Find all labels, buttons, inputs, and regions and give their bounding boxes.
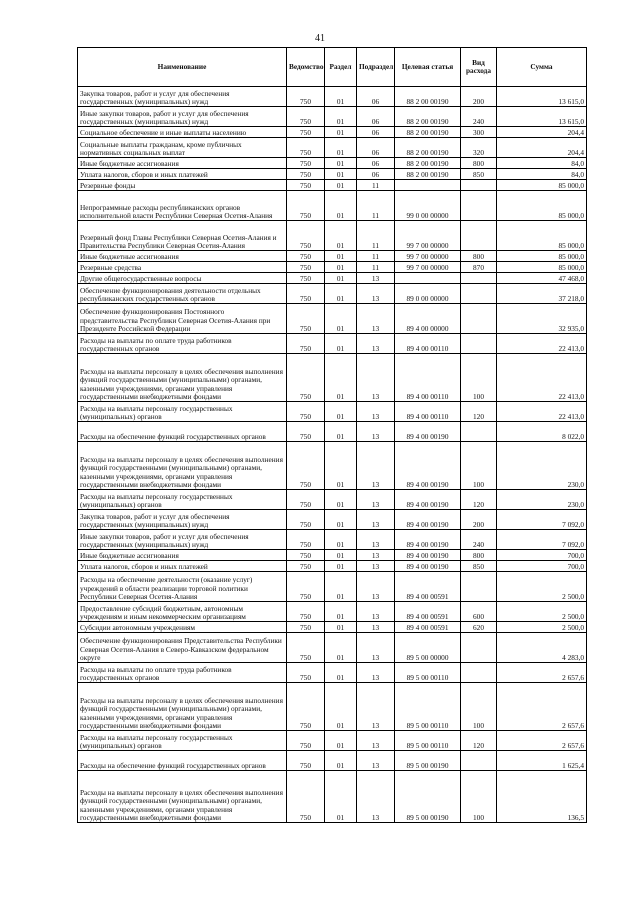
cell-target-item [395, 273, 461, 284]
cell-amount: 32 935,0 [497, 304, 587, 334]
cell-section: 01 [325, 191, 357, 221]
cell-department: 750 [287, 304, 325, 334]
cell-name: Обеспечение функционирования деятельности отдельных республиканских государственных органов [78, 284, 287, 304]
cell-amount: 204,4 [497, 138, 587, 158]
cell-section: 01 [325, 602, 357, 622]
cell-department: 750 [287, 510, 325, 530]
cell-section: 01 [325, 663, 357, 683]
cell-target-item: 89 4 00 00190 [395, 442, 461, 490]
cell-amount: 84,0 [497, 169, 587, 180]
cell-target-item: 88 2 00 00190 [395, 138, 461, 158]
cell-amount: 85 000,0 [497, 180, 587, 191]
cell-amount: 1 625,4 [497, 751, 587, 771]
cell-amount: 85 000,0 [497, 191, 587, 221]
cell-amount: 22 413,0 [497, 402, 587, 422]
table-row [78, 304, 587, 334]
table-row [78, 284, 587, 304]
cell-amount: 8 022,0 [497, 422, 587, 442]
cell-name: Предоставление субсидий бюджетным, автономным учреждениям и иным некоммерческим организациям [78, 602, 287, 622]
table-row [78, 273, 587, 284]
cell-subsection: 13 [357, 442, 395, 490]
cell-name: Расходы на выплаты персоналу в целях обеспечения выполнения функций государственными (муниципальными) органами, казенными учреждениями, органами управления государственными внебюджетными фондами [78, 442, 287, 490]
column-header-department: Ведомство [287, 48, 325, 87]
cell-target-item: 89 4 00 00110 [395, 354, 461, 402]
cell-subsection: 13 [357, 304, 395, 334]
cell-amount: 2 657,6 [497, 731, 587, 751]
cell-expense-type: 850 [461, 561, 497, 572]
cell-name: Расходы на выплаты персоналу государственных (муниципальных) органов [78, 490, 287, 510]
cell-target-item: 89 4 00 00190 [395, 530, 461, 550]
table-row [78, 138, 587, 158]
budget-table [77, 47, 587, 823]
cell-target-item: 99 7 00 00000 [395, 262, 461, 273]
cell-section: 01 [325, 572, 357, 602]
cell-expense-type [461, 221, 497, 251]
cell-subsection: 13 [357, 284, 395, 304]
cell-subsection: 13 [357, 751, 395, 771]
cell-target-item: 89 4 00 00190 [395, 561, 461, 572]
cell-department: 750 [287, 402, 325, 422]
cell-subsection: 13 [357, 771, 395, 823]
cell-name: Иные закупки товаров, работ и услуг для обеспечения государственных (муниципальных) нужд [78, 530, 287, 550]
cell-target-item: 99 0 00 00000 [395, 191, 461, 221]
cell-name: Резервные средства [78, 262, 287, 273]
cell-name: Обеспечение функционирования Постоянного представительства Республики Северная Осетия-Алания при Президенте Российской Федерации [78, 304, 287, 334]
column-header-target-item: Целевая статья [395, 48, 461, 87]
cell-subsection: 13 [357, 550, 395, 561]
cell-department: 750 [287, 490, 325, 510]
cell-subsection: 13 [357, 273, 395, 284]
cell-target-item: 88 2 00 00190 [395, 158, 461, 169]
cell-expense-type: 120 [461, 731, 497, 751]
cell-department: 750 [287, 221, 325, 251]
cell-name: Социальные выплаты гражданам, кроме публичных нормативных социальных выплат [78, 138, 287, 158]
cell-target-item: 89 4 00 00190 [395, 510, 461, 530]
cell-department: 750 [287, 127, 325, 138]
cell-subsection: 13 [357, 622, 395, 633]
cell-subsection: 11 [357, 221, 395, 251]
cell-amount: 230,0 [497, 442, 587, 490]
table-row [78, 402, 587, 422]
cell-department: 750 [287, 273, 325, 284]
cell-department: 750 [287, 180, 325, 191]
cell-amount: 7 092,0 [497, 530, 587, 550]
table-row [78, 221, 587, 251]
cell-expense-type: 300 [461, 127, 497, 138]
cell-subsection: 06 [357, 127, 395, 138]
table-row [78, 683, 587, 731]
cell-name: Иные бюджетные ассигнования [78, 251, 287, 262]
cell-amount: 2 657,6 [497, 683, 587, 731]
cell-expense-type: 100 [461, 771, 497, 823]
cell-amount: 204,4 [497, 127, 587, 138]
cell-target-item: 89 4 00 00000 [395, 304, 461, 334]
cell-amount: 37 218,0 [497, 284, 587, 304]
cell-name: Закупка товаров, работ и услуг для обеспечения государственных (муниципальных) нужд [78, 510, 287, 530]
cell-expense-type [461, 751, 497, 771]
cell-section: 01 [325, 87, 357, 107]
cell-department: 750 [287, 572, 325, 602]
cell-subsection: 11 [357, 180, 395, 191]
cell-expense-type: 200 [461, 510, 497, 530]
table-row [78, 334, 587, 354]
cell-department: 750 [287, 107, 325, 127]
cell-section: 01 [325, 622, 357, 633]
cell-target-item: 89 4 00 00591 [395, 622, 461, 633]
table-row [78, 602, 587, 622]
cell-amount: 13 615,0 [497, 107, 587, 127]
cell-name: Резервный фонд Главы Республики Северная Осетия-Алания и Правительства Республики Северная Осетия-Алания [78, 221, 287, 251]
cell-name: Субсидии автономным учреждениям [78, 622, 287, 633]
cell-subsection: 11 [357, 191, 395, 221]
cell-name: Расходы на выплаты персоналу государственных (муниципальных) органов [78, 731, 287, 751]
cell-expense-type [461, 304, 497, 334]
cell-target-item: 88 2 00 00190 [395, 169, 461, 180]
cell-department: 750 [287, 191, 325, 221]
cell-name: Закупка товаров, работ и услуг для обеспечения государственных (муниципальных) нужд [78, 87, 287, 107]
cell-subsection: 13 [357, 731, 395, 751]
column-header-expense-type: Вид расхода [461, 48, 497, 87]
cell-department: 750 [287, 262, 325, 273]
cell-target-item: 89 5 00 00190 [395, 771, 461, 823]
cell-amount: 4 283,0 [497, 633, 587, 663]
cell-section: 01 [325, 402, 357, 422]
cell-expense-type [461, 334, 497, 354]
cell-department: 750 [287, 663, 325, 683]
cell-section: 01 [325, 304, 357, 334]
cell-name: Иные бюджетные ассигнования [78, 550, 287, 561]
cell-target-item: 89 4 00 00190 [395, 422, 461, 442]
cell-expense-type [461, 284, 497, 304]
cell-name: Расходы на выплаты персоналу в целях обеспечения выполнения функций государственными (муниципальными) органами, казенными учреждениями, органами управления государственными внебюджетными фондами [78, 771, 287, 823]
cell-department: 750 [287, 751, 325, 771]
cell-amount: 2 500,0 [497, 572, 587, 602]
cell-name: Уплата налогов, сборов и иных платежей [78, 169, 287, 180]
cell-amount: 2 657,6 [497, 663, 587, 683]
cell-amount: 700,0 [497, 550, 587, 561]
cell-section: 01 [325, 169, 357, 180]
cell-name: Расходы на выплаты персоналу в целях обеспечения выполнения функций государственными (муниципальными) органами, казенными учреждениями, органами управления государственными внебюджетными фондами [78, 683, 287, 731]
cell-expense-type: 870 [461, 262, 497, 273]
table-row [78, 622, 587, 633]
cell-subsection: 13 [357, 561, 395, 572]
cell-subsection: 06 [357, 87, 395, 107]
cell-amount: 230,0 [497, 490, 587, 510]
table-header-row [78, 48, 587, 87]
cell-section: 01 [325, 731, 357, 751]
cell-expense-type: 800 [461, 251, 497, 262]
table-row [78, 530, 587, 550]
cell-section: 01 [325, 510, 357, 530]
cell-section: 01 [325, 127, 357, 138]
cell-section: 01 [325, 633, 357, 663]
cell-expense-type [461, 180, 497, 191]
table-row [78, 191, 587, 221]
cell-target-item: 89 4 00 00110 [395, 402, 461, 422]
cell-name: Расходы на обеспечение деятельности (оказание услуг) учреждений в области реализации торговой политики Республики Северная Осетия-Алания [78, 572, 287, 602]
cell-subsection: 13 [357, 530, 395, 550]
cell-subsection: 11 [357, 262, 395, 273]
table-row [78, 107, 587, 127]
cell-target-item: 99 7 00 00000 [395, 221, 461, 251]
cell-section: 01 [325, 422, 357, 442]
cell-expense-type: 800 [461, 158, 497, 169]
cell-department: 750 [287, 530, 325, 550]
cell-subsection: 13 [357, 490, 395, 510]
cell-amount: 13 615,0 [497, 87, 587, 107]
cell-department: 750 [287, 771, 325, 823]
cell-target-item: 89 5 00 00000 [395, 633, 461, 663]
cell-target-item: 88 2 00 00190 [395, 127, 461, 138]
table-row [78, 354, 587, 402]
cell-department: 750 [287, 633, 325, 663]
cell-department: 750 [287, 354, 325, 402]
cell-expense-type: 120 [461, 490, 497, 510]
cell-department: 750 [287, 422, 325, 442]
cell-target-item [395, 180, 461, 191]
table-row [78, 169, 587, 180]
cell-name: Обеспечение функционирования Представительства Республики Северная Осетия-Алания в Северо-Кавказском федеральном округе [78, 633, 287, 663]
cell-expense-type [461, 572, 497, 602]
cell-expense-type: 600 [461, 602, 497, 622]
table-row [78, 442, 587, 490]
cell-target-item: 89 4 00 00591 [395, 572, 461, 602]
cell-department: 750 [287, 87, 325, 107]
cell-target-item: 89 5 00 00110 [395, 663, 461, 683]
cell-name: Расходы на обеспечение функций государственных органов [78, 751, 287, 771]
cell-target-item: 89 4 00 00190 [395, 550, 461, 561]
table-row [78, 771, 587, 823]
column-header-name: Наименование [78, 48, 287, 87]
cell-subsection: 06 [357, 158, 395, 169]
cell-section: 01 [325, 561, 357, 572]
table-row [78, 731, 587, 751]
cell-department: 750 [287, 561, 325, 572]
cell-name: Непрограммные расходы республиканских органов исполнительной власти Республики Северная Осетия-Алания [78, 191, 287, 221]
cell-target-item: 88 2 00 00190 [395, 87, 461, 107]
table-body [78, 87, 587, 823]
cell-section: 01 [325, 251, 357, 262]
cell-subsection: 06 [357, 138, 395, 158]
cell-expense-type: 620 [461, 622, 497, 633]
cell-subsection: 06 [357, 169, 395, 180]
table-row [78, 550, 587, 561]
cell-subsection: 06 [357, 107, 395, 127]
cell-amount: 7 092,0 [497, 510, 587, 530]
cell-department: 750 [287, 622, 325, 633]
cell-name: Расходы на выплаты персоналу в целях обеспечения выполнения функций государственными (муниципальными) органами, казенными учреждениями, органами управления государственными внебюджетными фондами [78, 354, 287, 402]
column-header-subsection: Подраздел [357, 48, 395, 87]
cell-amount: 22 413,0 [497, 334, 587, 354]
table-row [78, 87, 587, 107]
cell-department: 750 [287, 169, 325, 180]
cell-subsection: 13 [357, 354, 395, 402]
cell-target-item: 89 0 00 00000 [395, 284, 461, 304]
cell-department: 750 [287, 731, 325, 751]
table-row [78, 158, 587, 169]
cell-amount: 85 000,0 [497, 221, 587, 251]
cell-target-item: 99 7 00 00000 [395, 251, 461, 262]
cell-section: 01 [325, 771, 357, 823]
cell-subsection: 13 [357, 572, 395, 602]
table-row [78, 561, 587, 572]
table-row [78, 262, 587, 273]
cell-section: 01 [325, 180, 357, 191]
cell-target-item: 89 4 00 00190 [395, 490, 461, 510]
cell-target-item: 89 5 00 00110 [395, 731, 461, 751]
cell-name: Уплата налогов, сборов и иных платежей [78, 561, 287, 572]
cell-department: 750 [287, 334, 325, 354]
cell-name: Расходы на обеспечение функций государственных органов [78, 422, 287, 442]
cell-amount: 22 413,0 [497, 354, 587, 402]
table-row [78, 127, 587, 138]
cell-subsection: 13 [357, 510, 395, 530]
cell-expense-type: 800 [461, 550, 497, 561]
page-number: 41 [315, 33, 325, 44]
cell-subsection: 13 [357, 422, 395, 442]
cell-name: Социальное обеспечение и иные выплаты населению [78, 127, 287, 138]
cell-subsection: 13 [357, 602, 395, 622]
cell-section: 01 [325, 490, 357, 510]
cell-target-item: 88 2 00 00190 [395, 107, 461, 127]
cell-expense-type: 120 [461, 402, 497, 422]
table-row [78, 180, 587, 191]
cell-section: 01 [325, 751, 357, 771]
cell-expense-type: 200 [461, 87, 497, 107]
cell-amount: 84,0 [497, 158, 587, 169]
table-row [78, 751, 587, 771]
cell-expense-type [461, 633, 497, 663]
cell-expense-type: 100 [461, 442, 497, 490]
table-row [78, 422, 587, 442]
cell-name: Расходы на выплаты по оплате труда работников государственных органов [78, 334, 287, 354]
cell-section: 01 [325, 273, 357, 284]
cell-section: 01 [325, 550, 357, 561]
cell-subsection: 11 [357, 251, 395, 262]
table-row [78, 572, 587, 602]
table-row [78, 490, 587, 510]
cell-expense-type [461, 422, 497, 442]
cell-expense-type: 240 [461, 530, 497, 550]
cell-name: Другие общегосударственные вопросы [78, 273, 287, 284]
cell-name: Резервные фонды [78, 180, 287, 191]
cell-target-item: 89 5 00 00190 [395, 751, 461, 771]
cell-subsection: 13 [357, 663, 395, 683]
cell-expense-type [461, 273, 497, 284]
cell-section: 01 [325, 334, 357, 354]
cell-section: 01 [325, 442, 357, 490]
cell-amount: 47 468,0 [497, 273, 587, 284]
cell-expense-type: 850 [461, 169, 497, 180]
cell-expense-type: 320 [461, 138, 497, 158]
cell-name: Иные закупки товаров, работ и услуг для обеспечения государственных (муниципальных) нужд [78, 107, 287, 127]
cell-subsection: 13 [357, 402, 395, 422]
cell-section: 01 [325, 530, 357, 550]
cell-department: 750 [287, 251, 325, 262]
cell-department: 750 [287, 550, 325, 561]
cell-name: Расходы на выплаты по оплате труда работников государственных органов [78, 663, 287, 683]
cell-amount: 2 500,0 [497, 602, 587, 622]
table-row [78, 663, 587, 683]
cell-target-item: 89 4 00 00110 [395, 334, 461, 354]
cell-subsection: 13 [357, 334, 395, 354]
cell-department: 750 [287, 284, 325, 304]
cell-department: 750 [287, 602, 325, 622]
cell-section: 01 [325, 221, 357, 251]
table-row [78, 633, 587, 663]
column-header-amount: Сумма [497, 48, 587, 87]
cell-name: Иные бюджетные ассигнования [78, 158, 287, 169]
cell-amount: 136,5 [497, 771, 587, 823]
cell-section: 01 [325, 683, 357, 731]
cell-section: 01 [325, 138, 357, 158]
cell-department: 750 [287, 158, 325, 169]
cell-expense-type: 240 [461, 107, 497, 127]
cell-department: 750 [287, 442, 325, 490]
cell-department: 750 [287, 138, 325, 158]
cell-amount: 2 500,0 [497, 622, 587, 633]
cell-department: 750 [287, 683, 325, 731]
column-header-section: Раздел [325, 48, 357, 87]
cell-section: 01 [325, 107, 357, 127]
cell-section: 01 [325, 354, 357, 402]
cell-target-item: 89 4 00 00591 [395, 602, 461, 622]
table-row [78, 510, 587, 530]
cell-section: 01 [325, 158, 357, 169]
cell-expense-type: 100 [461, 354, 497, 402]
cell-amount: 85 000,0 [497, 262, 587, 273]
cell-target-item: 89 5 00 00110 [395, 683, 461, 731]
cell-subsection: 13 [357, 633, 395, 663]
cell-expense-type [461, 663, 497, 683]
cell-amount: 85 000,0 [497, 251, 587, 262]
cell-section: 01 [325, 284, 357, 304]
cell-expense-type: 100 [461, 683, 497, 731]
cell-expense-type [461, 191, 497, 221]
cell-amount: 700,0 [497, 561, 587, 572]
cell-subsection: 13 [357, 683, 395, 731]
cell-section: 01 [325, 262, 357, 273]
table-row [78, 251, 587, 262]
cell-name: Расходы на выплаты персоналу государственных (муниципальных) органов [78, 402, 287, 422]
